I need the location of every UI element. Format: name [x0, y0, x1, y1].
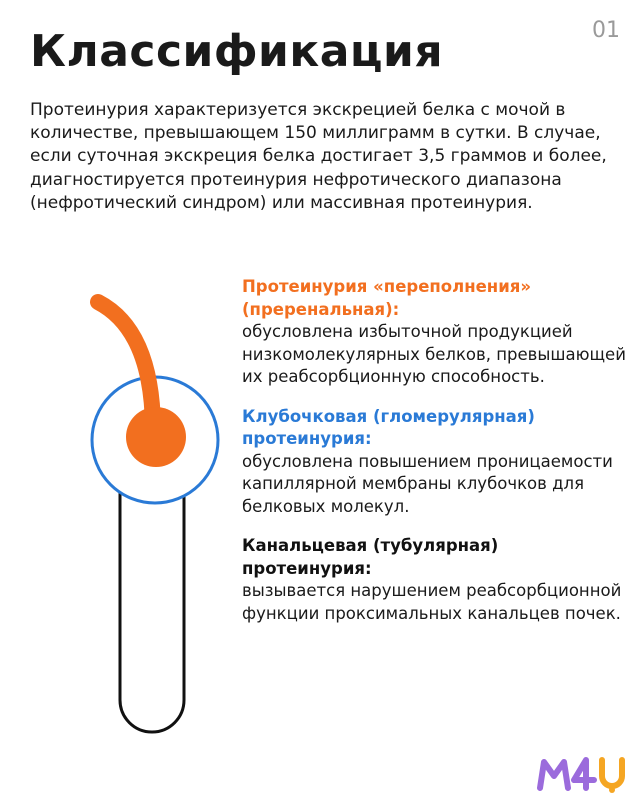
nephron-illustration [80, 288, 230, 748]
section-body: обусловлена повышением проницаемости капиллярной мембраны клубочков для белковых молекул. [242, 451, 613, 516]
section-body: обусловлена избыточной продукцией низкомолекулярных белков, превышающей их реабсорбционную способность. [242, 322, 626, 386]
page-title: Классификация [30, 26, 444, 77]
section-body: вызывается нарушением реабсорбционной функции проксимальных канальцев почек. [242, 581, 622, 623]
section-title: Клубочковая (гломерулярная) протеинурия: [242, 406, 535, 448]
section-title: Канальцевая (тубулярная) протеинурия: [242, 536, 499, 578]
page-number: 01 [592, 18, 620, 43]
section-glomerular [242, 406, 632, 519]
glomerulus-core [126, 407, 186, 467]
intro-paragraph: Протеинурия характеризуется экскрецией белка с мочой в количестве, превышающем 150 миллиграмм в сутки. В случае, если суточная экскреция белка достигает 3,5 граммов и более, диагностируется протеинурия нефротического диапазона (нефротический синдром) или массивная протеинурия. [30, 100, 607, 213]
section-tubular [242, 535, 632, 625]
section-prerenal [242, 276, 632, 389]
classification-list [242, 276, 632, 642]
tubule-outline [120, 488, 184, 732]
section-title: Протеинурия «переполнения» (преренальная): [242, 277, 532, 319]
m4u-logo [536, 754, 628, 794]
